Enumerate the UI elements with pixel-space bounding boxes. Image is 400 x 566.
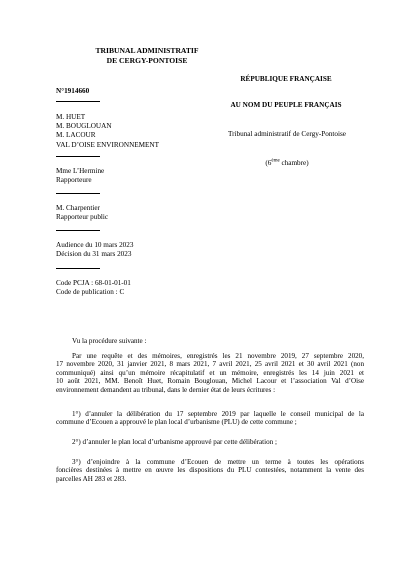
rapporteur-public-name: M. Charpentier [56, 204, 100, 212]
paragraph-conclusion-3 [56, 458, 364, 483]
paragraph-conclusion-1 [56, 410, 364, 427]
court-name [82, 46, 212, 65]
hearing-date: Audience du 10 mars 2023 [56, 241, 134, 249]
codes-block [56, 279, 131, 297]
text-line: Par une requête et des mémoires, enregistrés les 21 novembre 2019, 27 septembre 2020, [72, 352, 364, 360]
rapporteur-role: Rapporteure [56, 176, 92, 185]
chamber-superscript: ème [271, 158, 280, 164]
case-number: N°1914660 [56, 87, 90, 95]
chamber-suffix: chambre) [279, 159, 309, 167]
tribunal-name: Tribunal administratif de Cergy-Pontoise [228, 130, 346, 138]
text-line: 10 août 2021, MM. Benoît Huet, Romain Bouglouan, Michel Lacour et l’association Val d’Oise [56, 377, 364, 386]
text-line: parcelles AH 283 et 283. [56, 474, 127, 483]
rapporteur-public-block [56, 204, 108, 222]
court-name-line1: TRIBUNAL ADMINISTRATIF [95, 46, 199, 55]
separator-rule [56, 193, 100, 194]
party-name: M. HUET [56, 113, 86, 121]
rapporteur-name: Mme L’Hermine [56, 167, 105, 175]
text-line: 3°) d’enjoindre à la commune d’Ecouen de mettre un terme à toutes les opérations [72, 458, 364, 466]
procedure-intro: Vu la procédure suivante : [72, 337, 147, 345]
text-line: communiqué) ainsi qu’un mémoire récapitulatif et un mémoire, enregistrés les 14 juin 2021 et [56, 368, 364, 377]
court-name-line2: DE CERGY-PONTOISE [106, 55, 188, 65]
separator-rule [56, 230, 100, 231]
people-heading: AU NOM DU PEUPLE FRANÇAIS [230, 101, 342, 109]
parties-list [56, 113, 159, 150]
separator-rule [56, 101, 100, 102]
text-line: 17 novembre 2020, 31 janvier 2021, 8 mars 2021, 7 avril 2021, 25 avril 2021 et 30 avril 2021 (non [56, 360, 364, 369]
text-line: foncières destinées à mettre en œuvre les dispositions du PLU contestées, notamment la vente des [56, 466, 364, 475]
decision-date: Décision du 31 mars 2023 [56, 250, 132, 259]
pcja-code: Code PCJA : 68-01-01-01 [56, 279, 131, 287]
dates-block [56, 241, 133, 259]
separator-rule [56, 268, 100, 269]
paragraph-conclusion-2: 2°) d’annuler le plan local d’urbanisme approuvé par cette délibération ; [72, 438, 277, 446]
chamber-label [240, 159, 334, 168]
text-line: commune d’Ecouen a approuvé le plan local d’urbanisme (PLU) de cette commune ; [56, 418, 297, 427]
paragraph-request [56, 352, 364, 394]
rapporteur-public-role: Rapporteur public [56, 213, 109, 222]
party-name: M. BOUGLOUAN [56, 122, 112, 131]
party-name: VAL D’OISE ENVIRONNEMENT [56, 140, 160, 149]
text-line: 1°) d’annuler la délibération du 17 septembre 2019 par laquelle le conseil municipal de la [72, 410, 364, 418]
separator-rule [56, 156, 100, 157]
publication-code: Code de publication : C [56, 288, 125, 297]
rapporteur-block [56, 167, 104, 185]
party-name: M. LACOUR [56, 131, 96, 140]
chamber-prefix: (6 [265, 159, 272, 167]
republic-heading: RÉPUBLIQUE FRANÇAISE [240, 75, 332, 83]
text-line: environnement demandent au tribunal, dans le dernier état de leurs écritures : [56, 385, 276, 394]
